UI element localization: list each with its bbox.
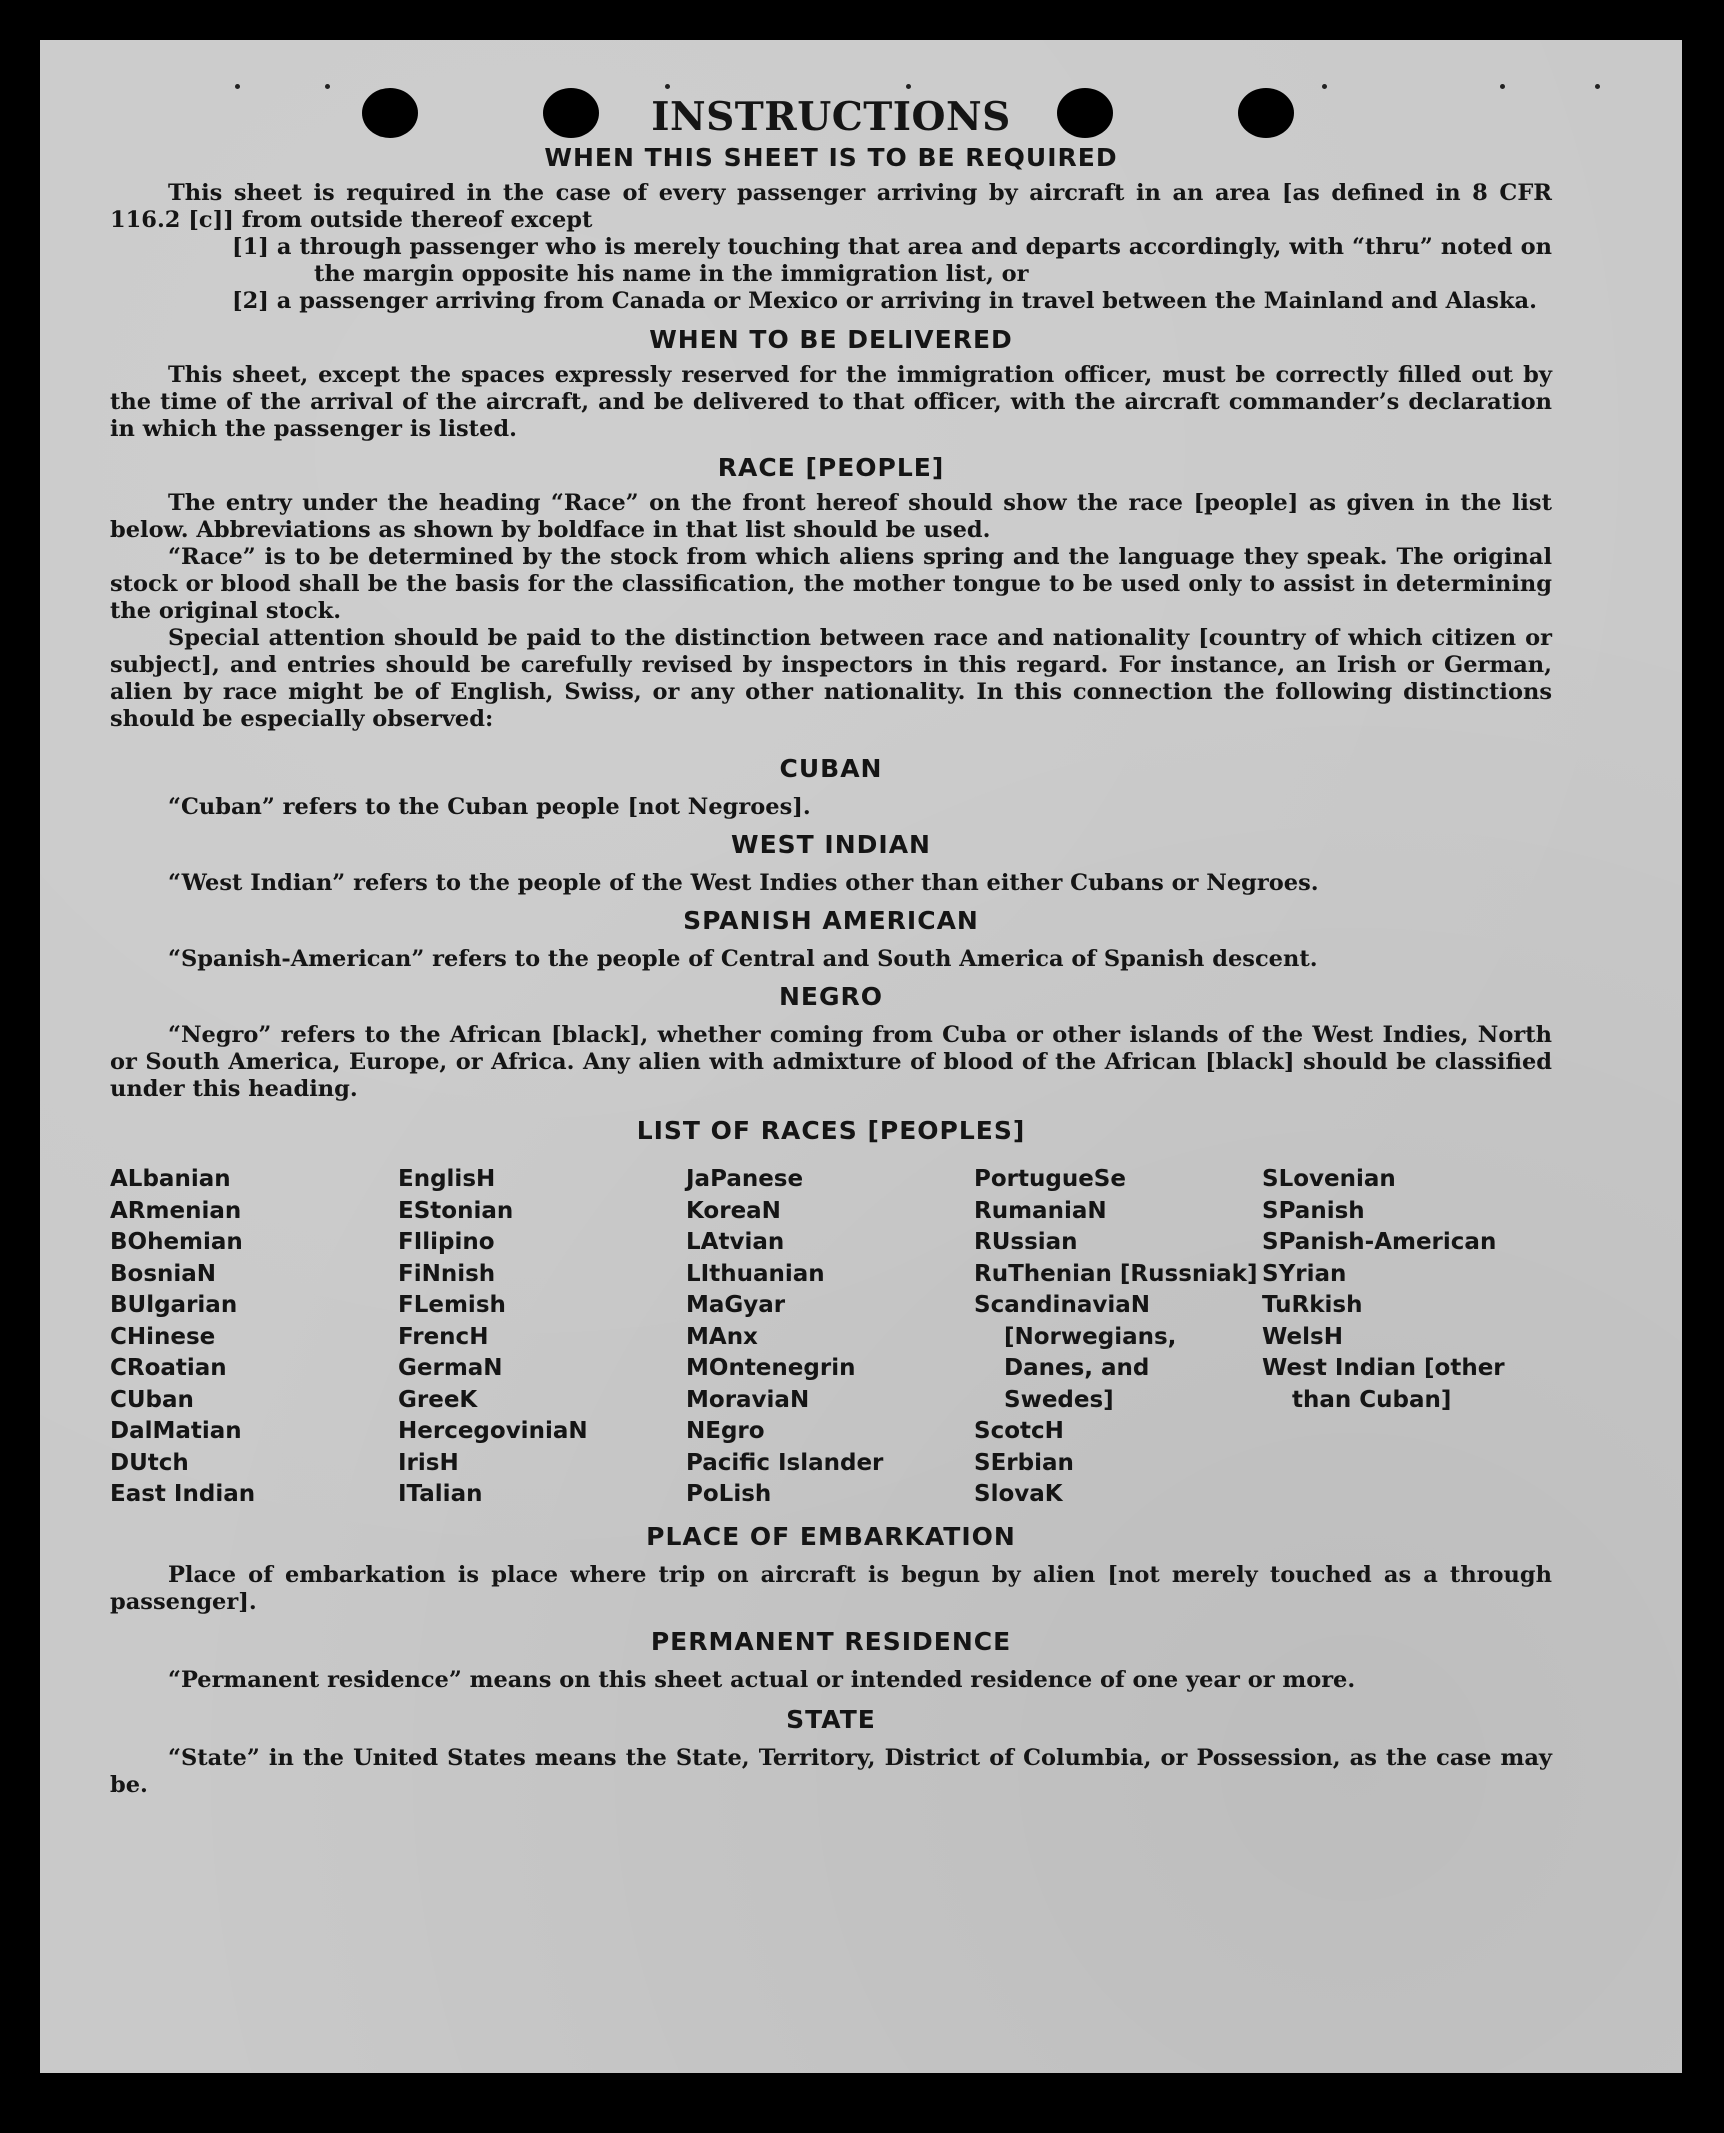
race-entry: ITalian xyxy=(398,1481,483,1507)
race-column xyxy=(398,1164,686,1511)
section-heading: LIST OF RACES [PEOPLES] xyxy=(636,1116,1026,1145)
race-entry: FrencH xyxy=(398,1323,489,1350)
race-entry: DalMatian xyxy=(110,1418,242,1444)
race-entry: SYrian xyxy=(1262,1260,1347,1287)
race-entry: PoLish xyxy=(686,1481,772,1507)
section-heading: PLACE OF EMBARKATION xyxy=(646,1521,1016,1551)
list-item: [1] a through passenger who is merely touching that area and departs accordingly, with “thru” noted on the margin opposite his name in the immigration list, or xyxy=(232,234,1552,287)
paragraph: Special attention should be paid to the distinction between race and nationality [country of which citizen or subject], and entries should be carefully revised by inspectors in this regard. For instance, an Irish or German, alien by race might be of English, Swiss, or any other nationality. In this connection the following distinctions should be especially observed: xyxy=(110,625,1552,732)
race-entry: WelsH xyxy=(1262,1323,1343,1350)
race-entry: CRoatian xyxy=(110,1355,227,1381)
race-column xyxy=(686,1164,974,1511)
race-entry: ALbanian xyxy=(110,1166,231,1192)
race-entry: ScotcH xyxy=(974,1418,1064,1444)
race-entry: MAnx xyxy=(686,1323,758,1350)
race-entry: SErbian xyxy=(974,1449,1074,1476)
paragraph: “Permanent residence” means on this sheet actual or intended residence of one year or more. xyxy=(168,1666,1356,1693)
race-entry: RUssian xyxy=(974,1229,1078,1255)
race-entry: Pacific Islander xyxy=(686,1449,884,1476)
paragraph: “Negro” refers to the African [black], whether coming from Cuba or other islands of the West Indies, North or South America, Europe, or Africa. Any alien with admixture of blood of the African [black] should be classified under this heading. xyxy=(110,1022,1552,1102)
speck xyxy=(906,84,911,89)
paragraph: “Spanish-American” refers to the people of Central and South America of Spanish descent. xyxy=(168,946,1318,972)
race-entry: East Indian xyxy=(110,1481,256,1507)
race-entry: IrisH xyxy=(398,1449,459,1476)
race-list xyxy=(110,1164,1552,1511)
race-entry: SPanish xyxy=(1262,1197,1365,1224)
race-entry: LIthuanian xyxy=(686,1260,825,1287)
race-entry: MOntenegrin xyxy=(686,1355,856,1381)
race-entry: FLemish xyxy=(398,1292,506,1318)
paragraph: This sheet, except the spaces expressly reserved for the immigration officer, must be correctly filled out by the time of the arrival of the aircraft, and be delivered to that officer, with the aircraft commander’s declaration in which the passenger is listed. xyxy=(110,362,1552,442)
race-entry: EStonian xyxy=(398,1197,514,1224)
paragraph: “West Indian” refers to the people of the West Indies other than either Cubans or Negroes. xyxy=(168,870,1319,896)
race-entry: West Indian [other than Cuban] xyxy=(1262,1355,1505,1413)
race-entry: JaPanese xyxy=(686,1166,804,1192)
race-entry: HercegoviniaN xyxy=(398,1418,588,1444)
race-entry: SPanish-American xyxy=(1262,1229,1497,1255)
speck xyxy=(665,84,670,89)
instructions-content xyxy=(110,92,1552,1799)
section-heading: WEST INDIAN xyxy=(731,830,931,859)
race-entry: ScandinaviaN [Norwegians, Danes, and Swedes] xyxy=(974,1292,1177,1413)
speck xyxy=(325,84,330,89)
race-entry: LAtvian xyxy=(686,1229,785,1255)
race-entry: ARmenian xyxy=(110,1197,242,1224)
race-entry: BUlgarian xyxy=(110,1292,238,1318)
page-title: INSTRUCTIONS xyxy=(651,94,1011,140)
race-entry: CHinese xyxy=(110,1323,216,1350)
race-entry: FiNnish xyxy=(398,1260,496,1287)
race-entry: GreeK xyxy=(398,1386,478,1413)
section-heading: NEGRO xyxy=(778,982,884,1011)
race-entry: GermaN xyxy=(398,1355,503,1381)
race-entry: CUban xyxy=(110,1386,194,1413)
race-entry: SLovenian xyxy=(1262,1166,1396,1192)
race-entry: BOhemian xyxy=(110,1229,243,1255)
race-column xyxy=(110,1164,398,1511)
speck xyxy=(1322,84,1327,89)
section-heading: CUBAN xyxy=(779,754,883,783)
race-entry: TuRkish xyxy=(1262,1292,1363,1318)
speck xyxy=(235,84,240,89)
race-entry: MaGyar xyxy=(686,1292,786,1318)
race-entry: KoreaN xyxy=(686,1197,781,1224)
section-heading: WHEN THIS SHEET IS TO BE REQUIRED xyxy=(544,143,1118,172)
list-item: [2] a passenger arriving from Canada or Mexico or arriving in travel between the Mainland and Alaska. xyxy=(232,288,1537,314)
race-entry: BosniaN xyxy=(110,1260,217,1287)
race-entry: NEgro xyxy=(686,1418,765,1444)
race-entry: DUtch xyxy=(110,1449,189,1476)
speck xyxy=(1500,84,1505,89)
paragraph: Place of embarkation is place where trip on aircraft is begun by alien [not merely touched as a through passenger]. xyxy=(110,1561,1552,1615)
race-entry: RuThenian [Russniak] xyxy=(974,1260,1258,1287)
paragraph: This sheet is required in the case of every passenger arriving by aircraft in an area [as defined in 8 CFR 116.2 [c]] from outside thereof except xyxy=(110,180,1552,233)
speck xyxy=(1595,84,1600,89)
section-heading: RACE [PEOPLE] xyxy=(717,453,945,482)
section-heading: STATE xyxy=(786,1704,876,1734)
race-entry: EnglisH xyxy=(398,1166,496,1192)
race-column xyxy=(1262,1164,1550,1511)
race-entry: PortugueSe xyxy=(974,1166,1126,1192)
paragraph: The entry under the heading “Race” on the front hereof should show the race [people] as given in the list below. Abbreviations as shown by boldface in that list should be used. xyxy=(110,490,1552,543)
race-entry: FIlipino xyxy=(398,1229,495,1255)
race-entry: MoraviaN xyxy=(686,1386,810,1413)
race-column xyxy=(974,1164,1262,1511)
section-heading: SPANISH AMERICAN xyxy=(683,906,979,935)
race-entry: SlovaK xyxy=(974,1481,1063,1507)
section-heading: WHEN TO BE DELIVERED xyxy=(649,325,1013,354)
paragraph: “State” in the United States means the State, Territory, District of Columbia, or Possession, as the case may be. xyxy=(110,1744,1552,1798)
paragraph: “Cuban” refers to the Cuban people [not Negroes]. xyxy=(168,794,811,820)
section-heading: PERMANENT RESIDENCE xyxy=(650,1626,1012,1656)
paragraph: “Race” is to be determined by the stock from which aliens spring and the language they speak. The original stock or blood shall be the basis for the classification, the mother tongue to be used only to assist in determining the original stock. xyxy=(110,544,1552,624)
race-entry: RumaniaN xyxy=(974,1197,1107,1224)
